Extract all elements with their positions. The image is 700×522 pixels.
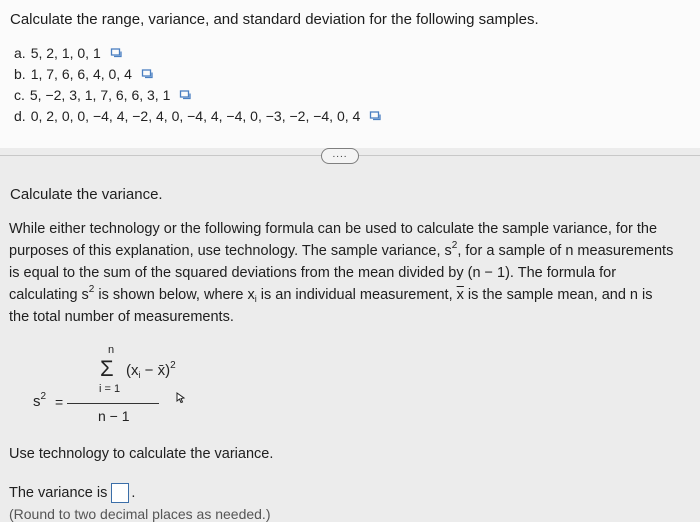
text-span: calculating s (9, 287, 89, 303)
sum-upper-limit: n (108, 344, 115, 356)
sample-label: c. (14, 87, 25, 103)
expand-button-label: .... (332, 148, 348, 160)
sample-label: b. (14, 66, 26, 82)
formula-denominator: n − 1 (98, 408, 130, 424)
explanation-line: the total number of measurements. (9, 309, 234, 325)
text-span: , for a sample of n measurements (457, 243, 674, 259)
subscript: i (138, 370, 141, 380)
sample-c (14, 87, 192, 103)
question-panel (0, 0, 700, 148)
sample-d (14, 108, 382, 124)
superscript: 2 (170, 360, 176, 371)
copy-data-icon[interactable] (180, 89, 192, 101)
sigma-symbol: Σ (100, 356, 114, 381)
fraction-bar (67, 403, 159, 404)
rounding-hint: (Round to two decimal places as needed.) (9, 506, 271, 522)
cursor-arrow-icon (176, 391, 186, 403)
text-span: is shown below, where x (94, 287, 255, 303)
sum-lower-limit: i = 1 (99, 383, 121, 395)
text-span: is the sample mean, and n is (463, 287, 653, 303)
superscript: 2 (40, 391, 47, 402)
answer-label: The variance is (9, 485, 108, 501)
question-prompt: Calculate the range, variance, and standard deviation for the following samples. (10, 11, 539, 28)
superscript: 2 (451, 240, 458, 251)
answer-row (9, 483, 135, 503)
formula-equals: = (55, 394, 64, 410)
sample-label: a. (14, 45, 26, 61)
sample-values: 5, 2, 1, 0, 1 (30, 45, 101, 61)
copy-data-icon[interactable] (370, 110, 382, 122)
superscript: 2 (88, 284, 95, 295)
explanation-line: is equal to the sum of the squared deviations from the mean divided by (n − 1). The formula for (9, 265, 617, 281)
sample-label: d. (14, 108, 26, 124)
sample-values: 0, 2, 0, 0, −4, 4, −2, 4, 0, −4, 4, −4, 0, −3, −2, −4, 0, 4 (30, 108, 361, 124)
explanation-text (9, 218, 699, 328)
explanation-line (9, 284, 699, 306)
explanation-line (9, 240, 699, 262)
answer-suffix: . (131, 485, 136, 501)
solution-panel (0, 160, 700, 522)
variance-formula (28, 340, 228, 435)
variance-answer-input[interactable] (111, 483, 129, 503)
text-span: is an individual measurement, (256, 287, 457, 303)
text-span: s (33, 393, 41, 410)
text-span: purposes of this explanation, use technology. The sample variance, s (9, 243, 452, 259)
sample-values: 1, 7, 6, 6, 4, 0, 4 (30, 66, 132, 82)
explanation-line: While either technology or the following formula can be used to calculate the sample variance, for the (9, 221, 658, 237)
formula-numerator (126, 362, 176, 379)
step-heading: Calculate the variance. (10, 186, 163, 203)
copy-data-icon[interactable] (142, 68, 154, 80)
copy-data-icon[interactable] (111, 47, 123, 59)
sample-b (14, 66, 154, 82)
subscript: i (254, 294, 257, 304)
text-span: − x̄) (140, 362, 171, 379)
instruction-text: Use technology to calculate the variance. (9, 446, 274, 462)
x-bar-symbol: $\overline{x}$ (456, 287, 464, 303)
sample-values: 5, −2, 3, 1, 7, 6, 6, 3, 1 (29, 87, 171, 103)
text-span: (x (126, 362, 139, 379)
formula-lhs (33, 393, 46, 410)
sample-a (14, 45, 123, 61)
